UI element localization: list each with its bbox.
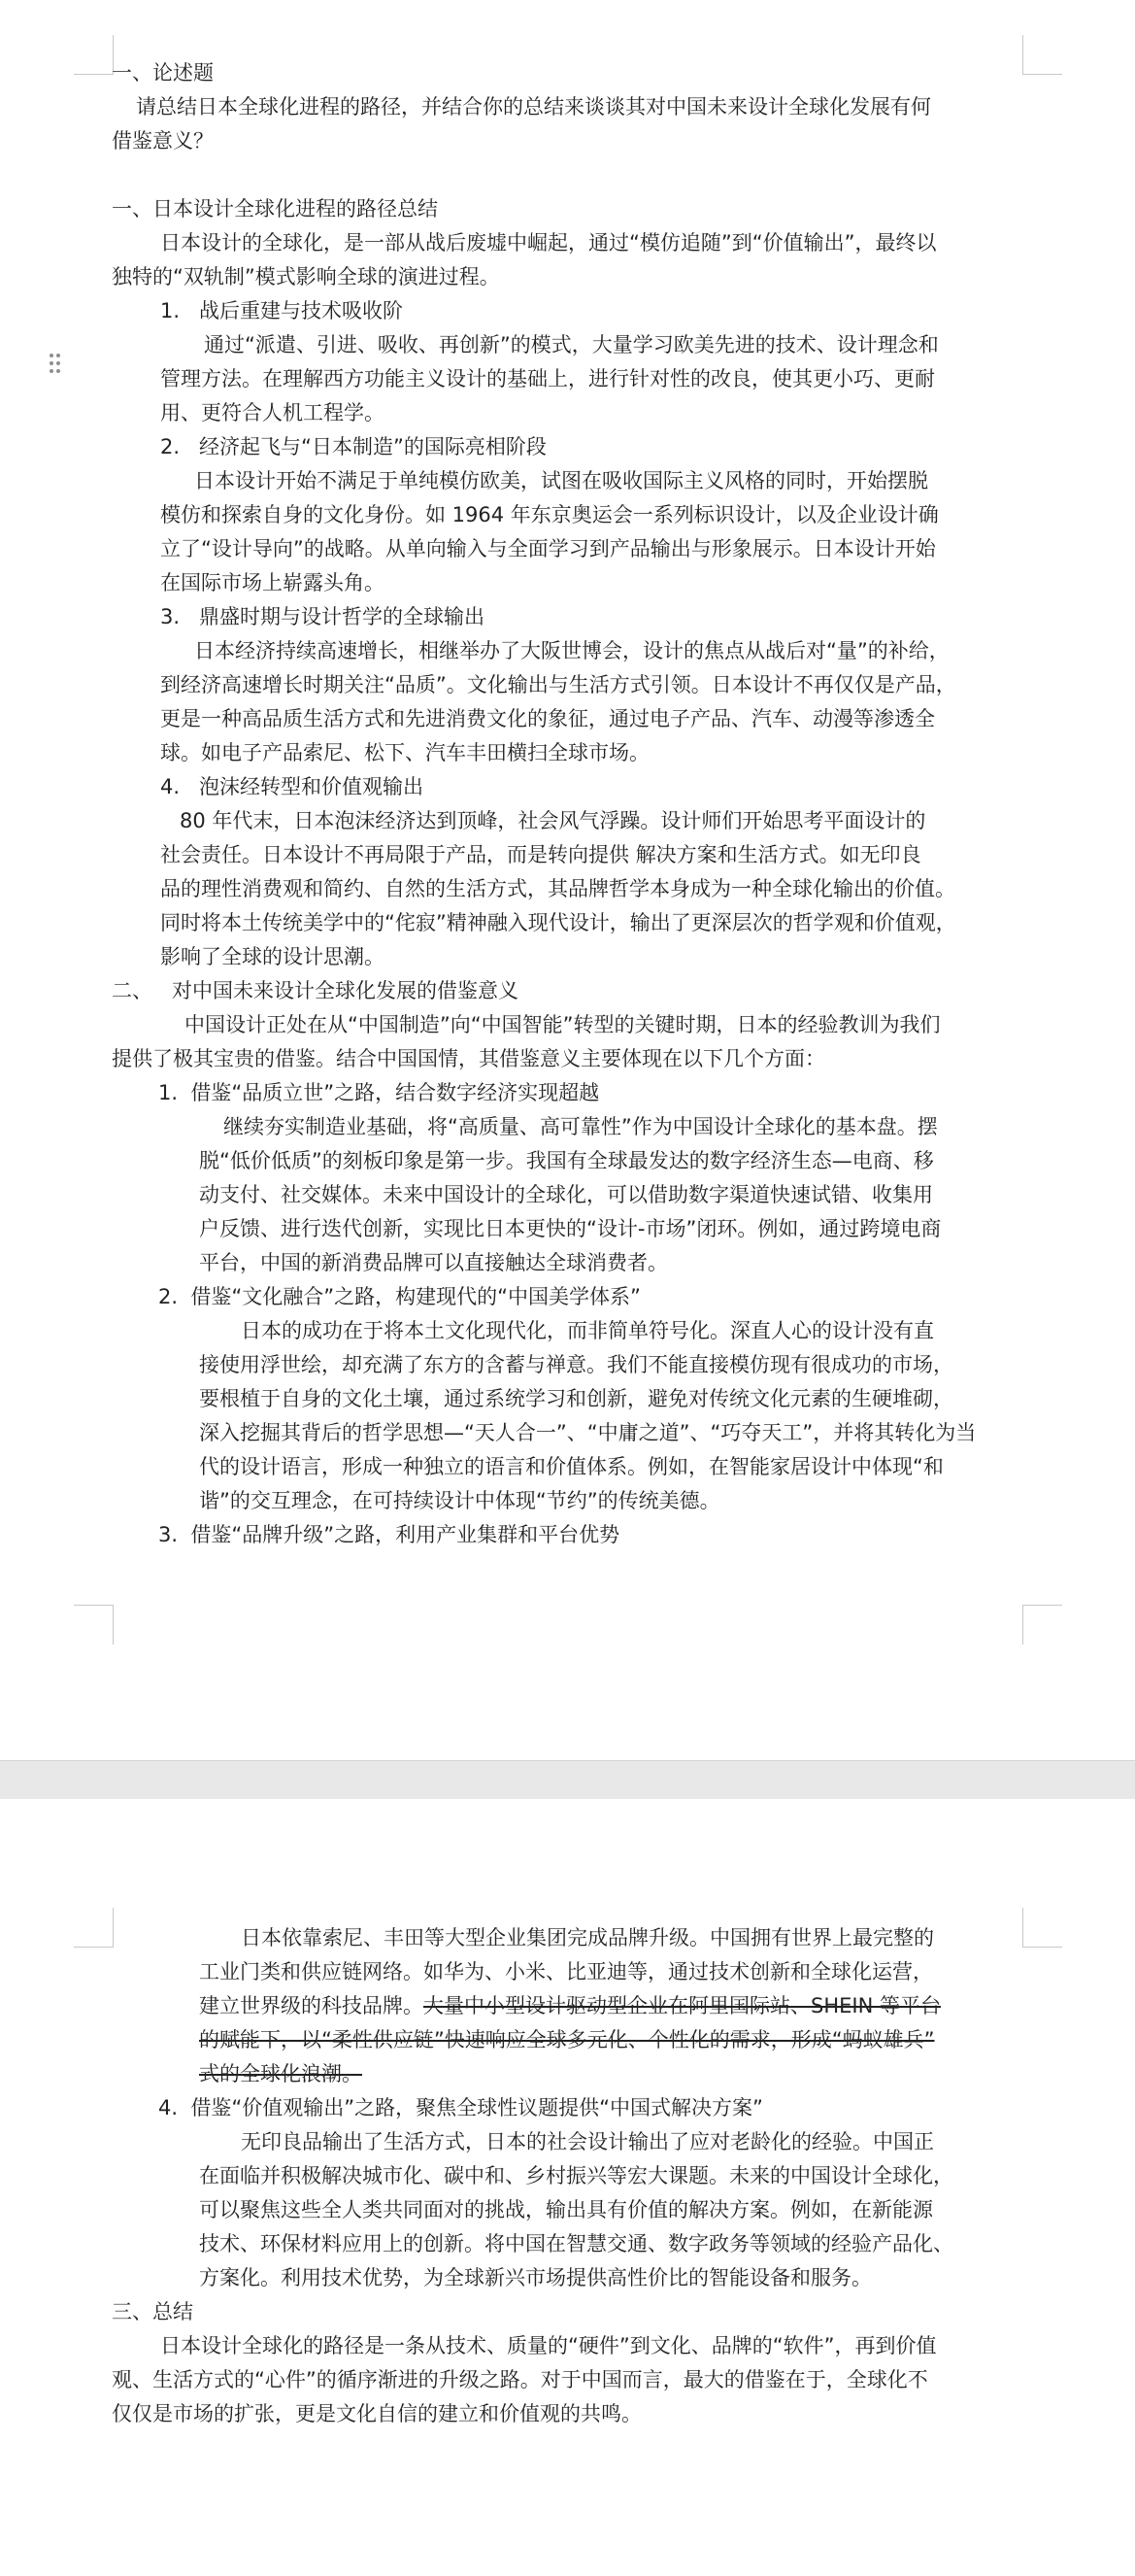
- text-line: [199, 1148, 934, 1174]
- text-line-content: 提供了极其宝贵的借鉴。结合中国国情，其借鉴意义主要体现在以下几个方面：: [112, 1047, 825, 1070]
- text-line-content: 1. 借鉴“品质立世”之路，结合数字经济实现超越: [158, 1081, 600, 1104]
- text-line-content: 二、 对中国未来设计全球化发展的借鉴意义: [112, 979, 519, 1002]
- text-line: [199, 1993, 941, 2019]
- strikethrough-text: 大量中小型设计驱动型企业在阿里国际站、SHEIN 等平台: [423, 1994, 941, 2017]
- text-line-content: 同时将本土传统美学中的“侘寂”精神融入现代设计，输出了更深层次的哲学观和价值观，: [160, 911, 956, 934]
- text-line-content: 脱“低价低质”的刻板印象是第一步。我国有全球最发达的数字经济生态—电商、移: [199, 1149, 934, 1172]
- text-line: [112, 128, 214, 154]
- text-line-content: 管理方法。在理解西方功能主义设计的基础上，进行针对性的改良，使其更小巧、更耐: [160, 367, 935, 390]
- text-line-content: 3. 鼎盛时期与设计哲学的全球输出: [160, 605, 485, 628]
- text-line-content: 社会责任。日本设计不再局限于产品，而是转向提供 解决方案和生活方式。如无印良: [160, 843, 921, 866]
- text-line: [160, 604, 484, 630]
- text-line: [204, 332, 939, 358]
- text-line-content: 到经济高速增长时期关注“品质”。文化输出与生活方式引领。日本设计不再仅仅是产品，: [160, 673, 956, 696]
- text-line: [112, 2299, 193, 2325]
- text-line-content: 式的全球化浪潮。: [199, 2062, 362, 2085]
- text-line-content: 户反馈、进行迭代创新，实现比日本更快的“设计-市场”闭环。例如，通过跨境电商: [199, 1217, 942, 1240]
- text-line: [112, 2367, 928, 2393]
- text-line-content: 1. 战后重建与技术吸收阶: [160, 299, 404, 322]
- text-line: [160, 2333, 937, 2359]
- text-line-content: 4. 泡沫经转型和价值观输出: [160, 775, 424, 798]
- text-line-content: 80 年代末，日本泡沫经济达到顶峰，社会风气浮躁。设计师们开始思考平面设计的: [180, 809, 926, 832]
- text-line: [199, 1386, 953, 1412]
- text-line-content: 的赋能下，以“柔性供应链”快速响应全球多元化、个性化的需求，形成“蚂蚁雄兵”: [199, 2028, 935, 2051]
- text-line: [158, 2095, 763, 2121]
- text-line-content: 借鉴意义？: [112, 129, 214, 153]
- text-line: [160, 434, 547, 460]
- text-line: [160, 298, 403, 324]
- text-line: [199, 1420, 976, 1446]
- text-line: [112, 60, 214, 86]
- text-line: [199, 2265, 872, 2291]
- text-line: [241, 1318, 934, 1344]
- text-line-content: 要根植于自身的文化土壤，通过系统学习和创新，避免对传统文化元素的生硬堆砌，: [199, 1387, 953, 1410]
- text-line: [160, 400, 384, 426]
- text-line: [160, 876, 955, 902]
- text-line: [199, 2231, 953, 2257]
- text-line-content: 可以聚焦这些全人类共同面对的挑战，输出具有价值的解决方案。例如，在新能源: [199, 2198, 933, 2221]
- text-line-content: 在面临并积极解决城市化、碳中和、乡村振兴等宏大课题。未来的中国设计全球化，: [199, 2164, 953, 2187]
- text-line: [160, 230, 937, 256]
- text-line-content: 日本依靠索尼、丰田等大型企业集团完成品牌升级。中国拥有世界上最完整的: [241, 1926, 934, 1949]
- text-line-content: 动支付、社交媒体。未来中国设计的全球化，可以借助数字渠道快速试错、收集用: [199, 1183, 933, 1206]
- page-corner-mark: [1022, 1605, 1062, 1644]
- text-line: [112, 1046, 825, 1072]
- text-line-content: 影响了全球的设计思潮。: [160, 945, 384, 968]
- text-line-content: 4. 借鉴“价值观输出”之路，聚焦全球性议题提供“中国式解决方案”: [158, 2096, 763, 2119]
- text-line: [160, 774, 423, 800]
- text-line-content: 方案化。利用技术优势，为全球新兴市场提供高性价比的智能设备和服务。: [199, 2266, 872, 2289]
- text-line: [199, 1250, 668, 1276]
- text-line-content: 3. 借鉴“品牌升级”之路，利用产业集群和平台优势: [158, 1523, 620, 1546]
- text-line: [160, 706, 935, 732]
- text-line-content: 深入挖掘其背后的哲学思想—“天人合一”、“中庸之道”、“巧夺天工”，并将其转化为当: [199, 1421, 977, 1444]
- text-line: [199, 1959, 933, 1985]
- text-line: [112, 978, 518, 1004]
- text-line-content: 谐”的交互理念，在可持续设计中体现“节约”的传统美德。: [199, 1489, 720, 1512]
- page-corner-mark: [74, 1908, 114, 1948]
- text-line: [112, 196, 438, 222]
- text-line-content: 日本经济持续高速增长，相继举办了大阪世博会，设计的焦点从战后对“量”的补给，: [194, 639, 950, 662]
- text-line-content: 继续夯实制造业基础，将“高质量、高可靠性”作为中国设计全球化的基本盘。摆: [223, 1115, 938, 1138]
- text-line-content: 日本设计开始不满足于单纯模仿欧美，试图在吸收国际主义风格的同时，开始摆脱: [194, 469, 928, 492]
- text-line-content: 日本设计全球化的路径是一条从技术、质量的“硬件”到文化、品牌的“软件”，再到价值: [160, 2334, 937, 2357]
- text-line: [199, 1454, 944, 1480]
- text-line-content: 2. 借鉴“文化融合”之路，构建现代的“中国美学体系”: [158, 1285, 641, 1308]
- text-line: [199, 2027, 935, 2053]
- text-line-content: 更是一种高品质生活方式和先进消费文化的象征，通过电子产品、汽车、动漫等渗透全: [160, 707, 935, 730]
- text-line: [136, 94, 931, 120]
- text-line: [112, 2401, 642, 2427]
- text-line: [160, 910, 956, 936]
- text-line: [180, 808, 925, 834]
- text-line: [184, 1012, 941, 1038]
- text-line: [199, 2197, 933, 2223]
- text-line-content: 一、论述题: [112, 61, 214, 85]
- page-corner-mark: [1022, 35, 1062, 75]
- document-page-2: [0, 1799, 1135, 2576]
- text-line-content: 仅仅是市场的扩张，更是文化自信的建立和价值观的共鸣。: [112, 2402, 642, 2425]
- page-corner-mark: [1022, 1908, 1062, 1948]
- page-corner-mark: [74, 1605, 114, 1644]
- text-line-content: 无印良品输出了生活方式，日本的社会设计输出了应对老龄化的经验。中国正: [241, 2130, 934, 2153]
- text-line: [112, 264, 500, 290]
- text-line-content: 一、日本设计全球化进程的路径总结: [112, 197, 438, 220]
- text-line: [194, 638, 950, 664]
- text-line-content: 建立世界级的科技品牌。: [199, 1994, 423, 2017]
- text-line: [160, 944, 384, 970]
- text-line: [160, 672, 956, 698]
- text-line-content: 立了“设计导向”的战略。从单向输入与全面学习到产品输出与形象展示。日本设计开始: [160, 537, 936, 560]
- text-line: [158, 1284, 641, 1310]
- text-line-content: 日本的成功在于将本土文化现代化，而非简单符号化。深直人心的设计没有直: [241, 1319, 934, 1342]
- text-line: [160, 536, 936, 562]
- text-line: [158, 1080, 599, 1106]
- text-line-content: 工业门类和供应链网络。如华为、小米、比亚迪等，通过技术创新和全球化运营，: [199, 1960, 933, 1983]
- text-line-content: 日本设计的全球化，是一部从战后废墟中崛起，通过“模仿追随”到“价值输出”，最终以: [160, 231, 937, 254]
- text-line: [241, 2129, 934, 2155]
- text-line: [199, 1216, 941, 1242]
- text-line: [241, 1925, 934, 1951]
- text-line: [223, 1114, 938, 1140]
- text-line-content: 2. 经济起飞与“日本制造”的国际亮相阶段: [160, 435, 547, 458]
- text-line: [158, 1522, 619, 1548]
- text-line: [160, 366, 935, 392]
- text-line-content: 模仿和探索自身的文化身份。如 1964 年东京奥运会一系列标识设计，以及企业设计确: [160, 503, 939, 526]
- text-line-content: 独特的“双轨制”模式影响全球的演进过程。: [112, 265, 500, 288]
- text-line: [199, 2061, 362, 2087]
- text-line-content: 三、总结: [112, 2300, 193, 2323]
- text-line-content: 品的理性消费观和简约、自然的生活方式，其品牌哲学本身成为一种全球化输出的价值。: [160, 877, 955, 900]
- text-line-content: 通过“派遣、引进、吸收、再创新”的模式，大量学习欧美先进的技术、设计理念和: [204, 333, 939, 356]
- text-line: [160, 740, 650, 766]
- text-line-content: 中国设计正处在从“中国制造”向“中国智能”转型的关键时期，日本的经验教训为我们: [184, 1013, 941, 1036]
- text-line: [160, 502, 939, 528]
- text-line-content: 球。如电子产品索尼、松下、汽车丰田横扫全球市场。: [160, 741, 650, 764]
- text-line-content: 代的设计语言，形成一种独立的语言和价值体系。例如，在智能家居设计中体现“和: [199, 1455, 944, 1478]
- text-line-content: 用、更符合人机工程学。: [160, 401, 384, 424]
- text-line-content: 平台，中国的新消费品牌可以直接触达全球消费者。: [199, 1251, 668, 1274]
- text-line-content: 在国际市场上崭露头角。: [160, 571, 384, 594]
- text-line: [199, 1182, 933, 1208]
- text-line: [194, 468, 928, 494]
- text-line-content: 请总结日本全球化进程的路径，并结合你的总结来谈谈其对中国未来设计全球化发展有何: [136, 95, 931, 119]
- drag-handle-icon[interactable]: [49, 352, 62, 375]
- page-corner-mark: [74, 35, 114, 75]
- text-line-content: 接使用浮世绘，却充满了东方的含蓄与禅意。我们不能直接模仿现有很成功的市场，: [199, 1353, 953, 1376]
- text-line: [160, 570, 384, 596]
- text-line: [199, 1488, 720, 1514]
- text-line: [199, 1352, 953, 1378]
- text-line: [199, 2163, 953, 2189]
- text-line-content: 观、生活方式的“心件”的循序渐进的升级之路。对于中国而言，最大的借鉴在于，全球化不: [112, 2368, 928, 2391]
- page-gap: [0, 1760, 1135, 1799]
- text-line-content: 技术、环保材料应用上的创新。将中国在智慧交通、数字政务等领域的经验产品化、: [199, 2232, 953, 2255]
- text-line: [160, 842, 921, 868]
